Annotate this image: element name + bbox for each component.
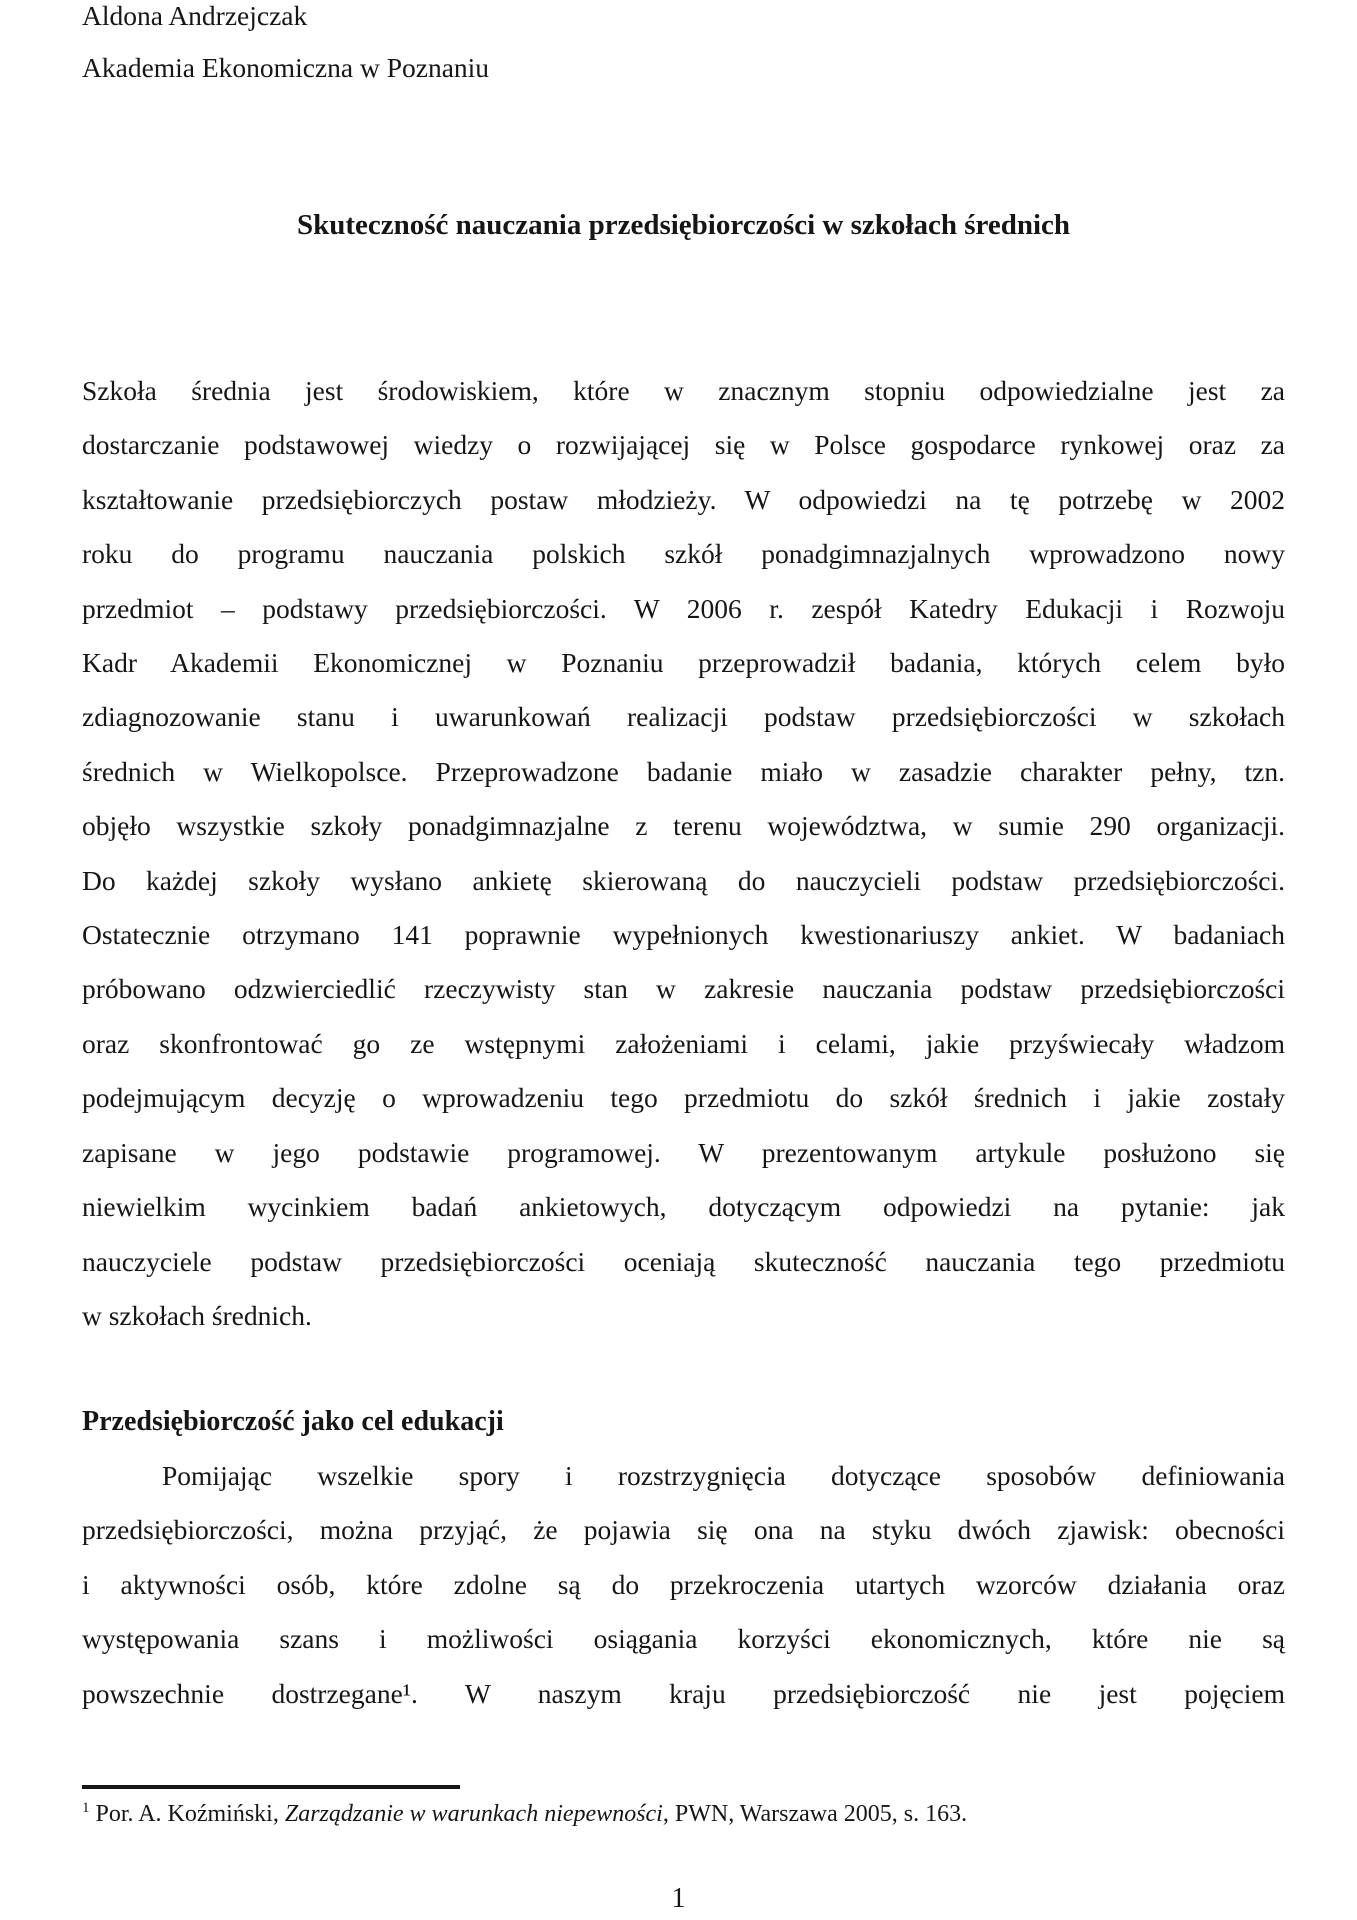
text-line: Szkoła średnia jest środowiskiem, które w znacznym stopniu odpowiedzialne jest za xyxy=(82,375,1285,406)
text-line: próbowano odzwierciedlić rzeczywisty stan w zakresie nauczania podstaw przedsiębiorczości xyxy=(82,973,1285,1005)
text-line: i aktywności osób, które zdolne są do przekroczenia utartych wzorców działania oraz xyxy=(82,1568,1285,1600)
text-line: Do każdej szkoły wysłano ankietę skierowaną do nauczycieli podstaw przedsiębiorczości. xyxy=(82,864,1285,896)
document-title: Skuteczność nauczania przedsiębiorczości w szkołach średnich xyxy=(296,209,1071,241)
text-line: Kadr Akademii Ekonomicznej w Poznaniu przeprowadził badania, których celem było xyxy=(82,647,1285,679)
page-number: 1 xyxy=(671,1883,686,1914)
text-line: objęło wszystkie szkoły ponadgimnazjalne z terenu województwa, w sumie 290 organizacji. xyxy=(82,810,1285,842)
text-line: zapisane w jego podstawie programowej. W prezentowanym artykule posłużono się xyxy=(82,1136,1285,1168)
text-line: kształtowanie przedsiębiorczych postaw młodzieży. W odpowiedzi na tę potrzebę w 2002 xyxy=(82,483,1285,515)
footnote-book-title: Zarządzanie w warunkach niepewności xyxy=(284,1801,663,1827)
author-name: Aldona Andrzejczak xyxy=(82,0,308,31)
footnote xyxy=(82,1799,1285,1830)
text-line: w szkołach średnich. xyxy=(82,1299,312,1331)
text-line: średnich w Wielkopolsce. Przeprowadzone badanie miało w zasadzie charakter pełny, tzn. xyxy=(82,755,1285,787)
author-block xyxy=(82,0,489,94)
author-affiliation: Akademia Ekonomiczna w Poznaniu xyxy=(82,52,490,83)
text-line: podejmującym decyzję o wprowadzeniu tego przedmiotu do szkół średnich i jakie zostały xyxy=(82,1082,1285,1114)
text-line: Ostatecznie otrzymano 141 poprawnie wypełnionych kwestionariuszy ankiet. W badaniach xyxy=(82,919,1285,951)
text-line: nauczyciele podstaw przedsiębiorczości oceniają skuteczność nauczania tego przedmiotu xyxy=(82,1245,1285,1277)
text-line: zdiagnozowanie stanu i uwarunkowań realizacji podstaw przedsiębiorczości w szkołach xyxy=(82,701,1285,733)
footnote-text-before: Por. A. Koźmiński, xyxy=(89,1801,285,1827)
text-line: dostarczanie podstawowej wiedzy o rozwijającej się w Polsce gospodarce rynkowej oraz za xyxy=(82,429,1285,461)
text-line: niewielkim wycinkiem badań ankietowych, dotyczącym odpowiedzi na pytanie: jak xyxy=(82,1191,1285,1223)
footnote-marker: 1 xyxy=(82,1800,90,1816)
text-line: przedmiot – podstawy przedsiębiorczości. W 2006 r. zespół Katedry Edukacji i Rozwoju xyxy=(82,592,1285,624)
text-line: Pomijając wszelkie spory i rozstrzygnięcia dotyczące sposobów definiowania xyxy=(162,1460,1285,1491)
intro-paragraph xyxy=(82,364,1285,1343)
text-line: powszechnie dostrzegane¹. W naszym kraju przedsiębiorczość nie jest pojęciem xyxy=(82,1677,1285,1709)
text-line: oraz skonfrontować go ze wstępnymi założeniami i celami, jakie przyświecały władzom xyxy=(82,1027,1285,1059)
section-heading: Przedsiębiorczość jako cel edukacji xyxy=(82,1406,504,1437)
footnote-text-after: , PWN, Warszawa 2005, s. 163. xyxy=(662,1801,968,1827)
text-line: występowania szans i możliwości osiągania korzyści ekonomicznych, które nie są xyxy=(82,1623,1285,1655)
footnote-separator xyxy=(82,1785,460,1789)
text-line: roku do programu nauczania polskich szkół ponadgimnazjalnych wprowadzono nowy xyxy=(82,538,1285,570)
section-paragraph xyxy=(82,1449,1285,1721)
text-line: przedsiębiorczości, można przyjąć, że pojawia się ona na styku dwóch zjawisk: obecności xyxy=(82,1514,1285,1546)
